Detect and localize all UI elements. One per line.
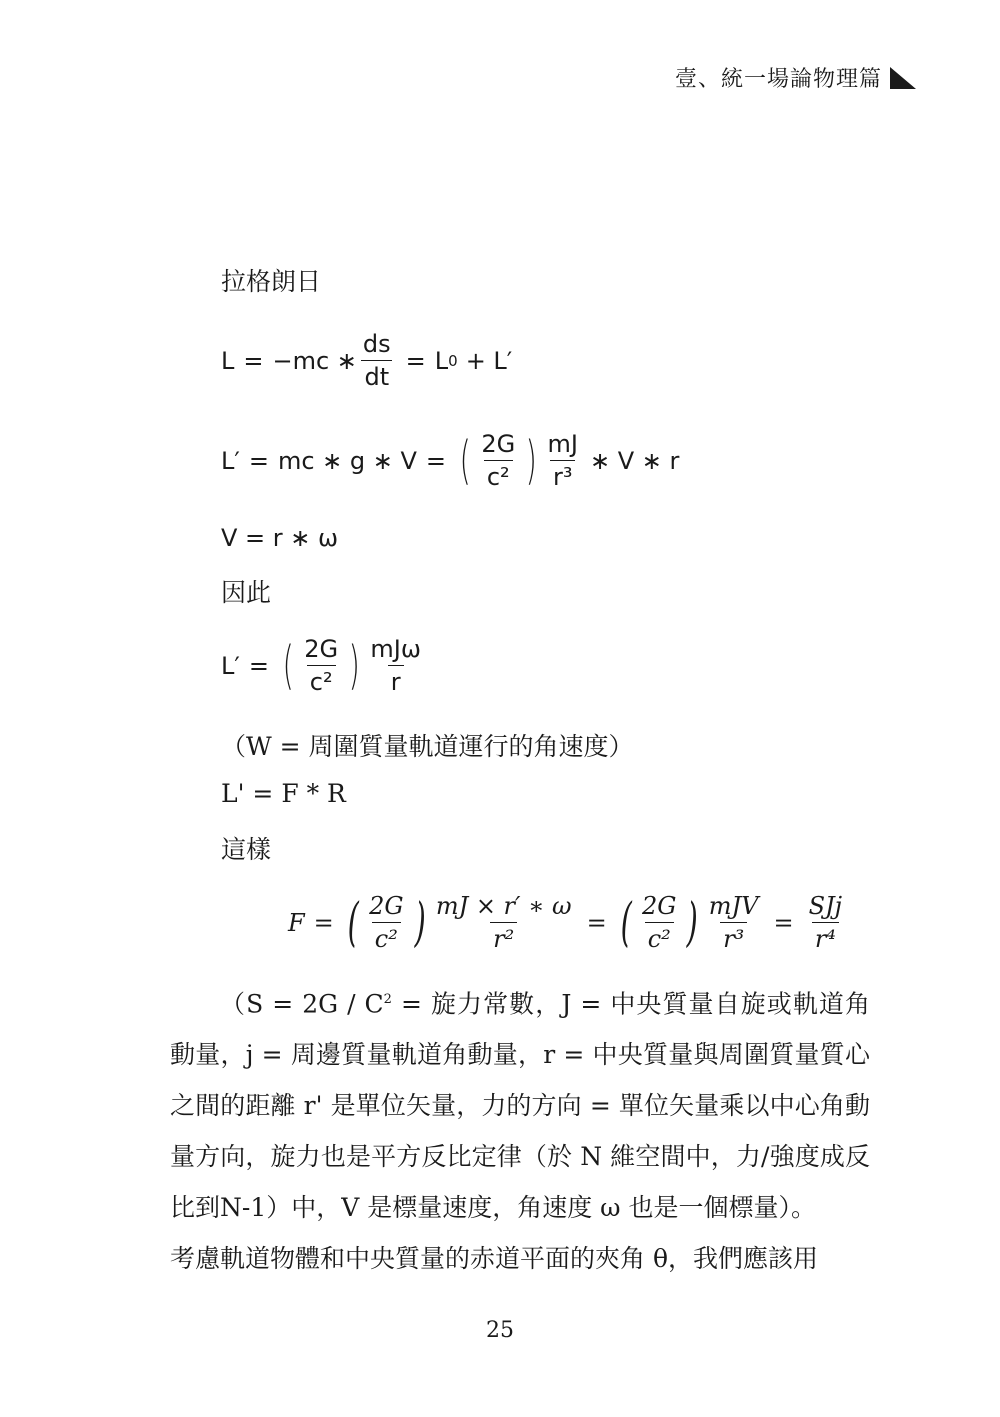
equation-force (288, 892, 848, 953)
chapter-title: 壹、統一場論物理篇 (674, 67, 882, 92)
denominator: c² (307, 665, 336, 696)
paragraph-next: 考慮軌道物體和中央質量的赤道平面的夾角 θ，我們應該用 (170, 1244, 819, 1274)
fraction (367, 635, 424, 696)
fraction (478, 430, 518, 491)
eq-operator: = (313, 908, 334, 937)
eq-operator: = (425, 446, 447, 475)
fraction (360, 330, 394, 391)
numerator: mJV (708, 892, 759, 920)
eq-term: mc ∗ g ∗ V (277, 446, 417, 475)
eq-term: L′ (221, 446, 240, 475)
equation-l-prime (221, 430, 679, 491)
text-run: （S = 2G / C (220, 989, 384, 1019)
fraction (639, 892, 679, 953)
equation-l-prime-omega (221, 635, 427, 696)
numerator: 2G (369, 892, 404, 920)
fraction (544, 430, 580, 491)
w-definition: （W = 周圍質量軌道運行的角速度） (221, 732, 634, 761)
denominator: r⁴ (812, 922, 839, 953)
eq-term: L (221, 346, 235, 375)
equation-lagrangian (221, 330, 512, 391)
fraction (433, 892, 575, 953)
equation-v: V = r ∗ ω (221, 524, 339, 552)
label-therefore: 因此 (221, 578, 272, 607)
eq-operator: = (773, 908, 794, 937)
body-paragraph (170, 974, 870, 1284)
eq-operator: = (586, 908, 607, 937)
paren-group: ( $\frac{2G}{\text{c²}}$ ) (347, 892, 426, 953)
eq-term: + L′ (465, 346, 513, 375)
eq-operator: = (248, 446, 269, 475)
label-lagrange: 拉格朗日 (221, 267, 322, 296)
numerator: ds (362, 330, 391, 358)
eq-operator: = (405, 346, 426, 375)
text-run: = 旋力常數，J = 中央質量自旋或軌道角動量，j = 周邊質量軌道角動量，r = 中央質量與周圍質量質心之間的距離 r' 是單位矢量，力的方向 = 單位矢量乘以中心角動量方向，旋力也是平方反比定律（於 N 維空間中，力/強度成反比到N-1）中，V 是標量速度，角速度 ω 也是一個標量）。 (170, 989, 870, 1223)
paren-group: ( $\frac{2G}{\text{c²}}$ ) (282, 635, 360, 696)
numerator: mJω (370, 635, 421, 663)
eq-term: −mc ∗ (272, 346, 357, 375)
numerator: 2G (304, 635, 339, 663)
denominator: r (388, 665, 404, 696)
paren-group: ( $\frac{2G}{\text{c²}}$ ) (620, 892, 699, 953)
page-number: 25 (486, 1318, 514, 1343)
numerator: mJ × r′ ∗ ω (435, 892, 572, 920)
eq-operator: = (248, 651, 269, 680)
triangle-marker-icon (890, 67, 916, 89)
fraction (301, 635, 341, 696)
subscript: 0 (448, 351, 458, 370)
superscript: 2 (383, 992, 392, 1007)
denominator: c² (645, 922, 674, 953)
denominator: r³ (550, 460, 576, 491)
eq-term: L (434, 346, 449, 375)
eq-operator: = (243, 346, 264, 375)
eq-term: L′ (221, 651, 240, 680)
denominator: r² (490, 922, 517, 953)
running-header (675, 62, 916, 93)
denominator: dt (361, 360, 392, 391)
fraction (706, 892, 762, 953)
eq-term: ∗ V ∗ r (589, 446, 680, 475)
denominator: r³ (720, 922, 747, 953)
numerator: mJ (547, 430, 578, 458)
fraction (806, 892, 846, 953)
numerator: 2G (642, 892, 677, 920)
paren-group: ( $\frac{2G}{\text{c²}}$ ) (459, 430, 537, 491)
denominator: c² (372, 922, 401, 953)
eq-term: F (288, 908, 305, 937)
equation-lfr: L' = F * R (221, 779, 346, 808)
fraction (366, 892, 406, 953)
label-thus: 這樣 (221, 835, 272, 864)
denominator: c² (484, 460, 513, 491)
numerator: SJj (808, 892, 843, 920)
numerator: 2G (481, 430, 516, 458)
paragraph-definitions (170, 974, 870, 1233)
